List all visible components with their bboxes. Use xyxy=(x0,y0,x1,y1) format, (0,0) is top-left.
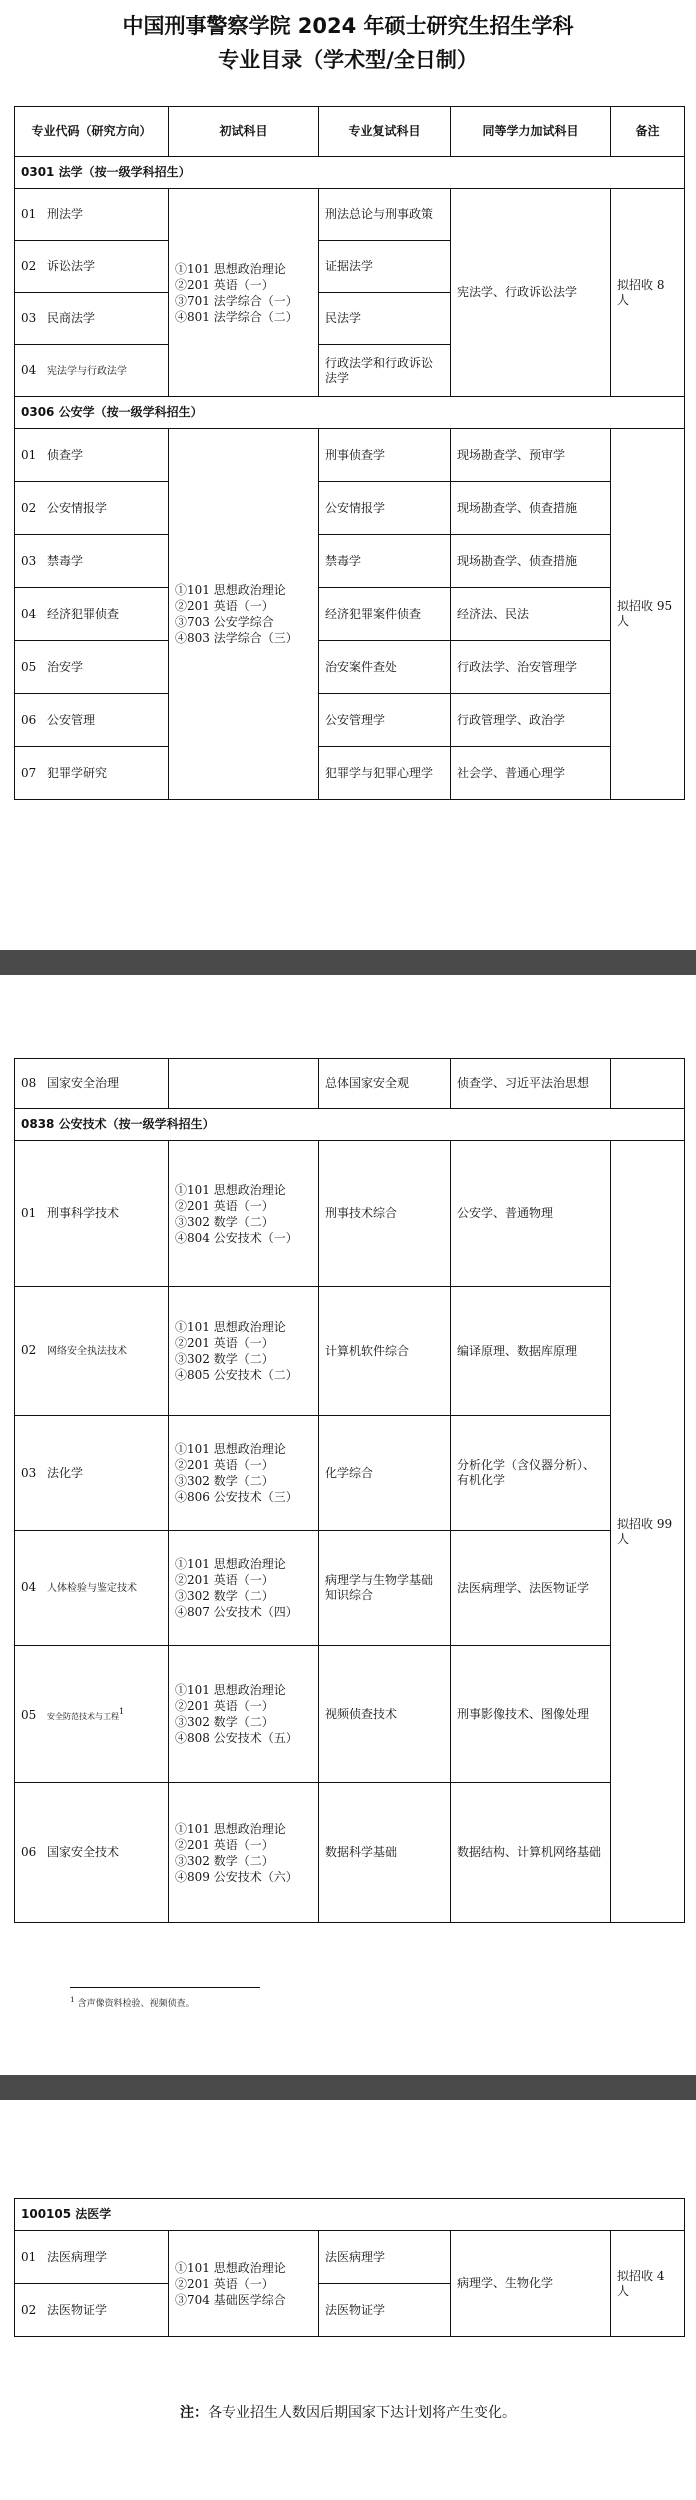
footnote-text: 含声像资料检验、视频侦查。 xyxy=(77,1999,195,2009)
retest-cell: 犯罪学与犯罪心理学 xyxy=(319,747,451,800)
exam-item: ②201 英语（一） xyxy=(175,277,274,292)
exam-item: ②201 英语（一） xyxy=(175,2276,274,2291)
exam-item: ④808 公安技术（五） xyxy=(175,1731,298,1745)
major-name: 犯罪学研究 xyxy=(47,765,108,780)
retest-cell: 计算机软件综合 xyxy=(319,1287,451,1416)
major-name: 民商法学 xyxy=(47,311,96,325)
exam-item: ①101 思想政治理论 xyxy=(175,1821,286,1836)
exam-item: ②201 英语（一） xyxy=(175,1336,274,1350)
header-note: 备注 xyxy=(611,107,685,157)
note-label: 注： xyxy=(180,2405,208,2421)
table-row xyxy=(15,535,685,588)
page-separator xyxy=(0,2075,696,2100)
major-cell xyxy=(15,2284,169,2337)
catalog-table-part3 xyxy=(14,2198,685,2337)
table-row xyxy=(15,1783,685,1923)
major-cell xyxy=(15,2231,169,2284)
exam-item: ③302 数学（二） xyxy=(175,1853,274,1868)
equiv-cell: 行政管理学、政治学 xyxy=(451,694,611,747)
major-code: 02 xyxy=(21,1343,37,1357)
header-major: 专业代码（研究方向） xyxy=(15,107,169,157)
major-code: 01 xyxy=(21,1206,37,1220)
initial-exam-cell xyxy=(169,1783,319,1923)
retest-cell: 刑法总论与刑事政策 xyxy=(319,189,451,241)
major-name: 法化学 xyxy=(47,1465,84,1480)
equiv-cell: 宪法学、行政诉讼法学 xyxy=(451,189,611,397)
retest-cell: 法医物证学 xyxy=(319,2284,451,2337)
major-code: 06 xyxy=(21,712,37,727)
major-code: 04 xyxy=(21,362,37,377)
major-cell xyxy=(15,482,169,535)
initial-exam-cell xyxy=(169,1141,319,1287)
exam-item: ①101 思想政治理论 xyxy=(175,1557,286,1571)
footnote-ref: 1 xyxy=(119,1707,125,1716)
major-code: 04 xyxy=(21,1580,37,1594)
table-row xyxy=(15,1059,685,1109)
table-row xyxy=(15,1531,685,1646)
section-row-0306 xyxy=(15,397,685,429)
major-name: 法医物证学 xyxy=(47,2302,108,2317)
major-cell xyxy=(15,1287,169,1416)
major-code: 05 xyxy=(21,659,37,674)
retest-cell: 民法学 xyxy=(319,293,451,345)
retest-cell: 证据法学 xyxy=(319,241,451,293)
initial-exam-cell xyxy=(169,2231,319,2337)
exam-item: ①101 思想政治理论 xyxy=(175,583,286,597)
retest-cell: 禁毒学 xyxy=(319,535,451,588)
exam-item: ①101 思想政治理论 xyxy=(175,1442,286,1456)
major-code: 06 xyxy=(21,1845,37,1859)
major-cell xyxy=(15,1531,169,1646)
major-code: 08 xyxy=(21,1076,37,1090)
exam-item: ③302 数学（二） xyxy=(175,1352,274,1366)
major-name: 公安情报学 xyxy=(47,500,108,515)
major-name: 治安学 xyxy=(47,659,84,674)
section-row-0838 xyxy=(15,1109,685,1141)
major-name: 法医病理学 xyxy=(47,2249,108,2264)
equiv-cell: 行政法学、治安管理学 xyxy=(451,641,611,694)
equiv-cell: 法医病理学、法医物证学 xyxy=(451,1531,611,1646)
section-title: 0301 法学（按一级学科招生） xyxy=(15,157,685,189)
exam-item: ③703 公安学综合 xyxy=(175,615,274,629)
retest-cell: 总体国家安全观 xyxy=(319,1059,451,1109)
equiv-cell: 现场勘查学、侦查措施 xyxy=(451,482,611,535)
table-row xyxy=(15,1141,685,1287)
equiv-cell: 现场勘查学、预审学 xyxy=(451,429,611,482)
major-cell xyxy=(15,1416,169,1531)
major-cell xyxy=(15,1783,169,1923)
major-cell xyxy=(15,641,169,694)
retest-cell: 数据科学基础 xyxy=(319,1783,451,1923)
exam-item: ③302 数学（二） xyxy=(175,1589,274,1603)
table-row xyxy=(15,429,685,482)
table-row xyxy=(15,747,685,800)
exam-item: ②201 英语（一） xyxy=(175,599,274,613)
exam-item: ③302 数学（二） xyxy=(175,1474,274,1488)
equiv-cell: 侦查学、习近平法治思想 xyxy=(451,1059,611,1109)
major-code: 02 xyxy=(21,500,37,515)
page-title-line1: 中国刑事警察学院 2024 年硕士研究生招生学科 xyxy=(122,14,574,38)
major-name: 网络安全执法技术 xyxy=(47,1346,127,1357)
note-text: 各专业招生人数因后期国家下达计划将产生变化。 xyxy=(208,2405,516,2421)
retest-cell: 病理学与生物学基础知识综合 xyxy=(319,1531,451,1646)
catalog-table-part2 xyxy=(14,1058,685,1923)
initial-exam-cell xyxy=(169,1416,319,1531)
footnote xyxy=(70,1995,195,2009)
footnote-mark: 1 xyxy=(70,1995,75,2004)
major-cell xyxy=(15,535,169,588)
exam-item: ①101 思想政治理论 xyxy=(175,1320,286,1334)
major-name: 国家安全技术 xyxy=(47,1845,120,1859)
exam-item: ③302 数学（二） xyxy=(175,1214,274,1229)
exam-item: ①101 思想政治理论 xyxy=(175,2260,286,2275)
major-cell xyxy=(15,429,169,482)
major-name: 禁毒学 xyxy=(47,553,84,568)
table-row xyxy=(15,2231,685,2284)
equiv-cell: 病理学、生物化学 xyxy=(451,2231,611,2337)
major-code: 03 xyxy=(21,553,37,568)
equiv-cell: 社会学、普通心理学 xyxy=(451,747,611,800)
page-title-line2: 专业目录（学术型/全日制） xyxy=(218,48,478,72)
major-cell xyxy=(15,189,169,241)
equiv-cell: 数据结构、计算机网络基础 xyxy=(451,1783,611,1923)
retest-cell: 治安案件查处 xyxy=(319,641,451,694)
table-row xyxy=(15,1646,685,1783)
initial-exam-cell xyxy=(169,189,319,397)
major-cell xyxy=(15,1141,169,1287)
note-cell: 拟招收 99 人 xyxy=(611,1141,685,1923)
major-cell xyxy=(15,694,169,747)
major-name: 侦查学 xyxy=(47,447,84,462)
major-name: 刑事科学技术 xyxy=(47,1206,120,1220)
catalog-table-part1 xyxy=(14,106,685,800)
footnote-divider xyxy=(70,1987,260,1988)
major-code: 03 xyxy=(21,1465,37,1480)
major-cell xyxy=(15,345,169,397)
major-cell xyxy=(15,588,169,641)
equiv-cell: 分析化学（含仪器分析）、有机化学 xyxy=(451,1416,611,1531)
exam-item: ③701 法学综合（一） xyxy=(175,293,298,308)
exam-item: ②201 英语（一） xyxy=(175,1573,274,1587)
major-cell xyxy=(15,293,169,345)
equiv-cell: 经济法、民法 xyxy=(451,588,611,641)
major-code: 07 xyxy=(21,765,37,780)
equiv-cell: 公安学、普通物理 xyxy=(451,1141,611,1287)
bottom-note xyxy=(0,2402,696,2422)
major-code: 02 xyxy=(21,2302,37,2317)
equiv-cell: 现场勘查学、侦查措施 xyxy=(451,535,611,588)
retest-cell: 刑事侦查学 xyxy=(319,429,451,482)
exam-item: ②201 英语（一） xyxy=(175,1699,274,1713)
major-code: 01 xyxy=(21,447,37,462)
exam-item: ①101 思想政治理论 xyxy=(175,261,286,276)
major-code: 05 xyxy=(21,1708,37,1722)
section-title: 0838 公安技术（按一级学科招生） xyxy=(15,1109,685,1141)
note-cell: 拟招收 95 人 xyxy=(611,429,685,800)
retest-cell: 法医病理学 xyxy=(319,2231,451,2284)
page-separator xyxy=(0,950,696,975)
major-name: 公安管理 xyxy=(47,712,96,727)
major-cell xyxy=(15,747,169,800)
major-cell xyxy=(15,1059,169,1109)
section-title: 0306 公安学（按一级学科招生） xyxy=(15,397,685,429)
section-row-0301 xyxy=(15,157,685,189)
major-cell xyxy=(15,1646,169,1783)
exam-item: ③302 数学（二） xyxy=(175,1715,274,1729)
initial-exam-cell xyxy=(169,429,319,800)
exam-item: ④804 公安技术（一） xyxy=(175,1230,298,1245)
exam-item: ④803 法学综合（三） xyxy=(175,631,298,645)
major-code: 04 xyxy=(21,606,37,621)
exam-item: ④806 公安技术（三） xyxy=(175,1490,298,1504)
retest-cell: 公安情报学 xyxy=(319,482,451,535)
table-row xyxy=(15,482,685,535)
exam-item: ①101 思想政治理论 xyxy=(175,1683,286,1697)
major-code: 01 xyxy=(21,2249,37,2264)
exam-item: ④809 公安技术（六） xyxy=(175,1869,298,1884)
major-code: 02 xyxy=(21,259,37,273)
equiv-cell: 刑事影像技术、图像处理 xyxy=(451,1646,611,1783)
initial-exam-cell xyxy=(169,1531,319,1646)
exam-item: ④801 法学综合（二） xyxy=(175,309,298,324)
table-row xyxy=(15,588,685,641)
page-1 xyxy=(0,0,696,950)
major-code: 03 xyxy=(21,311,37,325)
table-row xyxy=(15,189,685,241)
major-cell xyxy=(15,241,169,293)
exam-item: ①101 思想政治理论 xyxy=(175,1182,286,1197)
retest-cell: 经济犯罪案件侦查 xyxy=(319,588,451,641)
retest-cell: 视频侦查技术 xyxy=(319,1646,451,1783)
section-title: 100105 法医学 xyxy=(15,2199,685,2231)
major-name: 人体检验与鉴定技术 xyxy=(47,1583,137,1594)
header-retest: 专业复试科目 xyxy=(319,107,451,157)
equiv-cell: 编译原理、数据库原理 xyxy=(451,1287,611,1416)
major-code: 01 xyxy=(21,207,37,221)
retest-cell: 化学综合 xyxy=(319,1416,451,1531)
exam-item: ②201 英语（一） xyxy=(175,1837,274,1852)
table-row xyxy=(15,1416,685,1531)
exam-item: ②201 英语（一） xyxy=(175,1198,274,1213)
table-row xyxy=(15,641,685,694)
major-name: 安全防范技术与工程 xyxy=(47,1712,119,1721)
exam-item: ③704 基础医学综合 xyxy=(175,2292,286,2307)
exam-item: ④807 公安技术（四） xyxy=(175,1605,298,1619)
header-initial-exam: 初试科目 xyxy=(169,107,319,157)
note-cell xyxy=(611,1059,685,1109)
note-cell: 拟招收 4 人 xyxy=(611,2231,685,2337)
table-row xyxy=(15,694,685,747)
initial-exam-cell xyxy=(169,1287,319,1416)
initial-exam-cell xyxy=(169,1059,319,1109)
table-row xyxy=(15,1287,685,1416)
section-row-100105 xyxy=(15,2199,685,2231)
header-equiv: 同等学力加试科目 xyxy=(451,107,611,157)
major-name: 刑法学 xyxy=(47,207,84,221)
major-name: 宪法学与行政法学 xyxy=(47,365,127,377)
exam-item: ②201 英语（一） xyxy=(175,1458,274,1472)
note-cell: 拟招收 8 人 xyxy=(611,189,685,397)
retest-cell: 公安管理学 xyxy=(319,694,451,747)
retest-cell: 行政法学和行政诉讼法学 xyxy=(319,345,451,397)
major-name: 经济犯罪侦查 xyxy=(47,606,120,621)
major-name: 国家安全治理 xyxy=(47,1076,120,1090)
exam-item: ④805 公安技术（二） xyxy=(175,1368,298,1382)
initial-exam-cell xyxy=(169,1646,319,1783)
retest-cell: 刑事技术综合 xyxy=(319,1141,451,1287)
table-header-row xyxy=(15,107,685,157)
major-name: 诉讼法学 xyxy=(47,259,96,273)
